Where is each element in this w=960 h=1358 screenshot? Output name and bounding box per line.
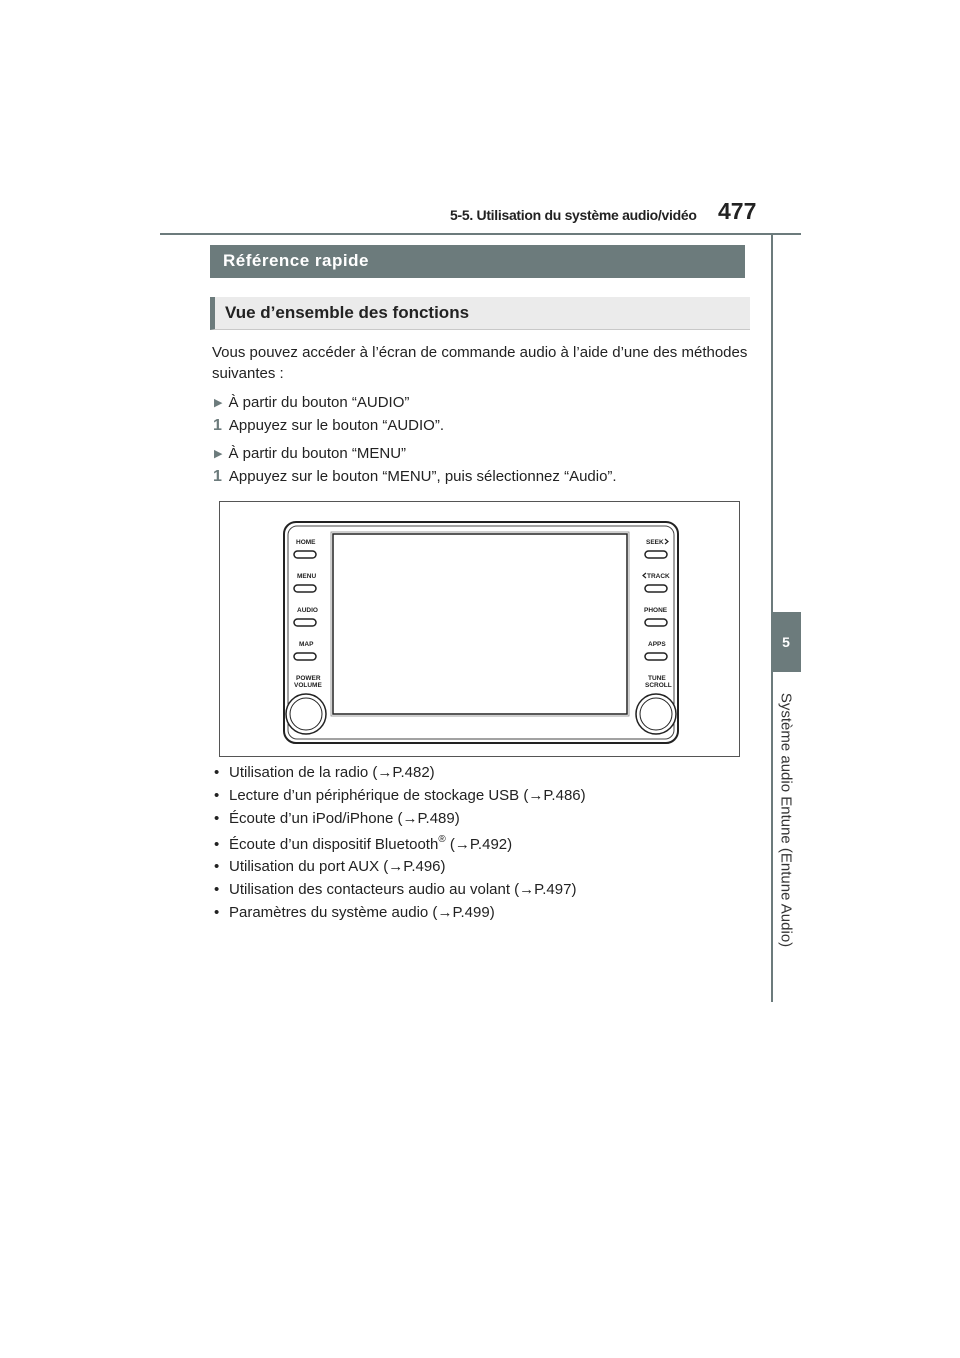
map-button[interactable] bbox=[294, 653, 316, 660]
tune-label: TUNE bbox=[648, 675, 666, 682]
method-step-menu bbox=[213, 468, 617, 486]
step-text: Appuyez sur le bouton “MENU”, puis sélectionnez “Audio”. bbox=[228, 468, 617, 485]
intro-paragraph: Vous pouvez accéder à l’écran de commande audio à l’aide d’une des méthodes suivantes : bbox=[212, 344, 748, 382]
section-title: Référence rapide bbox=[210, 245, 745, 278]
display-screen bbox=[333, 534, 627, 714]
seek-button[interactable] bbox=[645, 551, 667, 558]
list-item[interactable]: • Paramètres du système audio (→P.499) bbox=[212, 902, 586, 925]
list-item[interactable]: • Écoute d’un iPod/iPhone (→P.489) bbox=[212, 808, 586, 831]
step-number: 1 bbox=[213, 417, 222, 434]
apps-button-label: APPS bbox=[648, 641, 666, 648]
method-step-audio bbox=[213, 417, 444, 435]
list-item[interactable]: • Écoute d’un dispositif Bluetooth® (→P.492) bbox=[212, 831, 586, 856]
header-rule bbox=[160, 233, 801, 235]
list-item[interactable]: • Utilisation des contacteurs audio au volant (→P.497) bbox=[212, 879, 586, 902]
reference-list bbox=[212, 762, 586, 925]
method-heading-text: À partir du bouton “MENU” bbox=[228, 445, 407, 462]
chapter-tab: 5 bbox=[771, 612, 801, 672]
power-label: POWER bbox=[296, 675, 321, 682]
method-heading-text: À partir du bouton “AUDIO” bbox=[228, 394, 410, 411]
running-header-section: 5-5. Utilisation du système audio/vidéo bbox=[450, 207, 697, 223]
phone-button-label: PHONE bbox=[644, 607, 668, 614]
track-button[interactable] bbox=[645, 585, 667, 592]
home-button[interactable] bbox=[294, 551, 316, 558]
seek-button-label: SEEK bbox=[646, 539, 664, 546]
list-item[interactable]: • Utilisation du port AUX (→P.496) bbox=[212, 856, 586, 879]
apps-button[interactable] bbox=[645, 653, 667, 660]
power-volume-knob[interactable] bbox=[286, 694, 326, 734]
head-unit-illustration bbox=[220, 502, 739, 756]
triangle-right-icon: ▶ bbox=[214, 397, 223, 409]
phone-button[interactable] bbox=[645, 619, 667, 626]
menu-button-label: MENU bbox=[297, 573, 317, 580]
method-heading-audio bbox=[214, 394, 409, 411]
step-number: 1 bbox=[213, 468, 222, 485]
step-text: Appuyez sur le bouton “AUDIO”. bbox=[228, 417, 445, 434]
map-button-label: MAP bbox=[299, 641, 314, 648]
subsection-title: Vue d’ensemble des fonctions bbox=[210, 297, 750, 330]
triangle-right-icon: ▶ bbox=[214, 448, 223, 460]
audio-button-label: AUDIO bbox=[297, 607, 318, 614]
list-item[interactable]: • Utilisation de la radio (→P.482) bbox=[212, 762, 586, 785]
audio-button[interactable] bbox=[294, 619, 316, 626]
side-rule-top bbox=[771, 235, 773, 612]
method-heading-menu bbox=[214, 445, 406, 462]
list-item[interactable]: • Lecture d’un périphérique de stockage USB (→P.486) bbox=[212, 785, 586, 808]
menu-button[interactable] bbox=[294, 585, 316, 592]
head-unit-figure bbox=[219, 501, 740, 757]
chapter-title: Système audio Entune (Entune Audio) bbox=[777, 692, 795, 948]
side-rule-bottom bbox=[771, 672, 773, 1002]
volume-label: VOLUME bbox=[294, 682, 322, 689]
home-button-label: HOME bbox=[296, 539, 316, 546]
tune-scroll-knob[interactable] bbox=[636, 694, 676, 734]
track-button-label: TRACK bbox=[647, 573, 670, 580]
scroll-label: SCROLL bbox=[645, 682, 672, 689]
page-number: 477 bbox=[718, 198, 757, 224]
